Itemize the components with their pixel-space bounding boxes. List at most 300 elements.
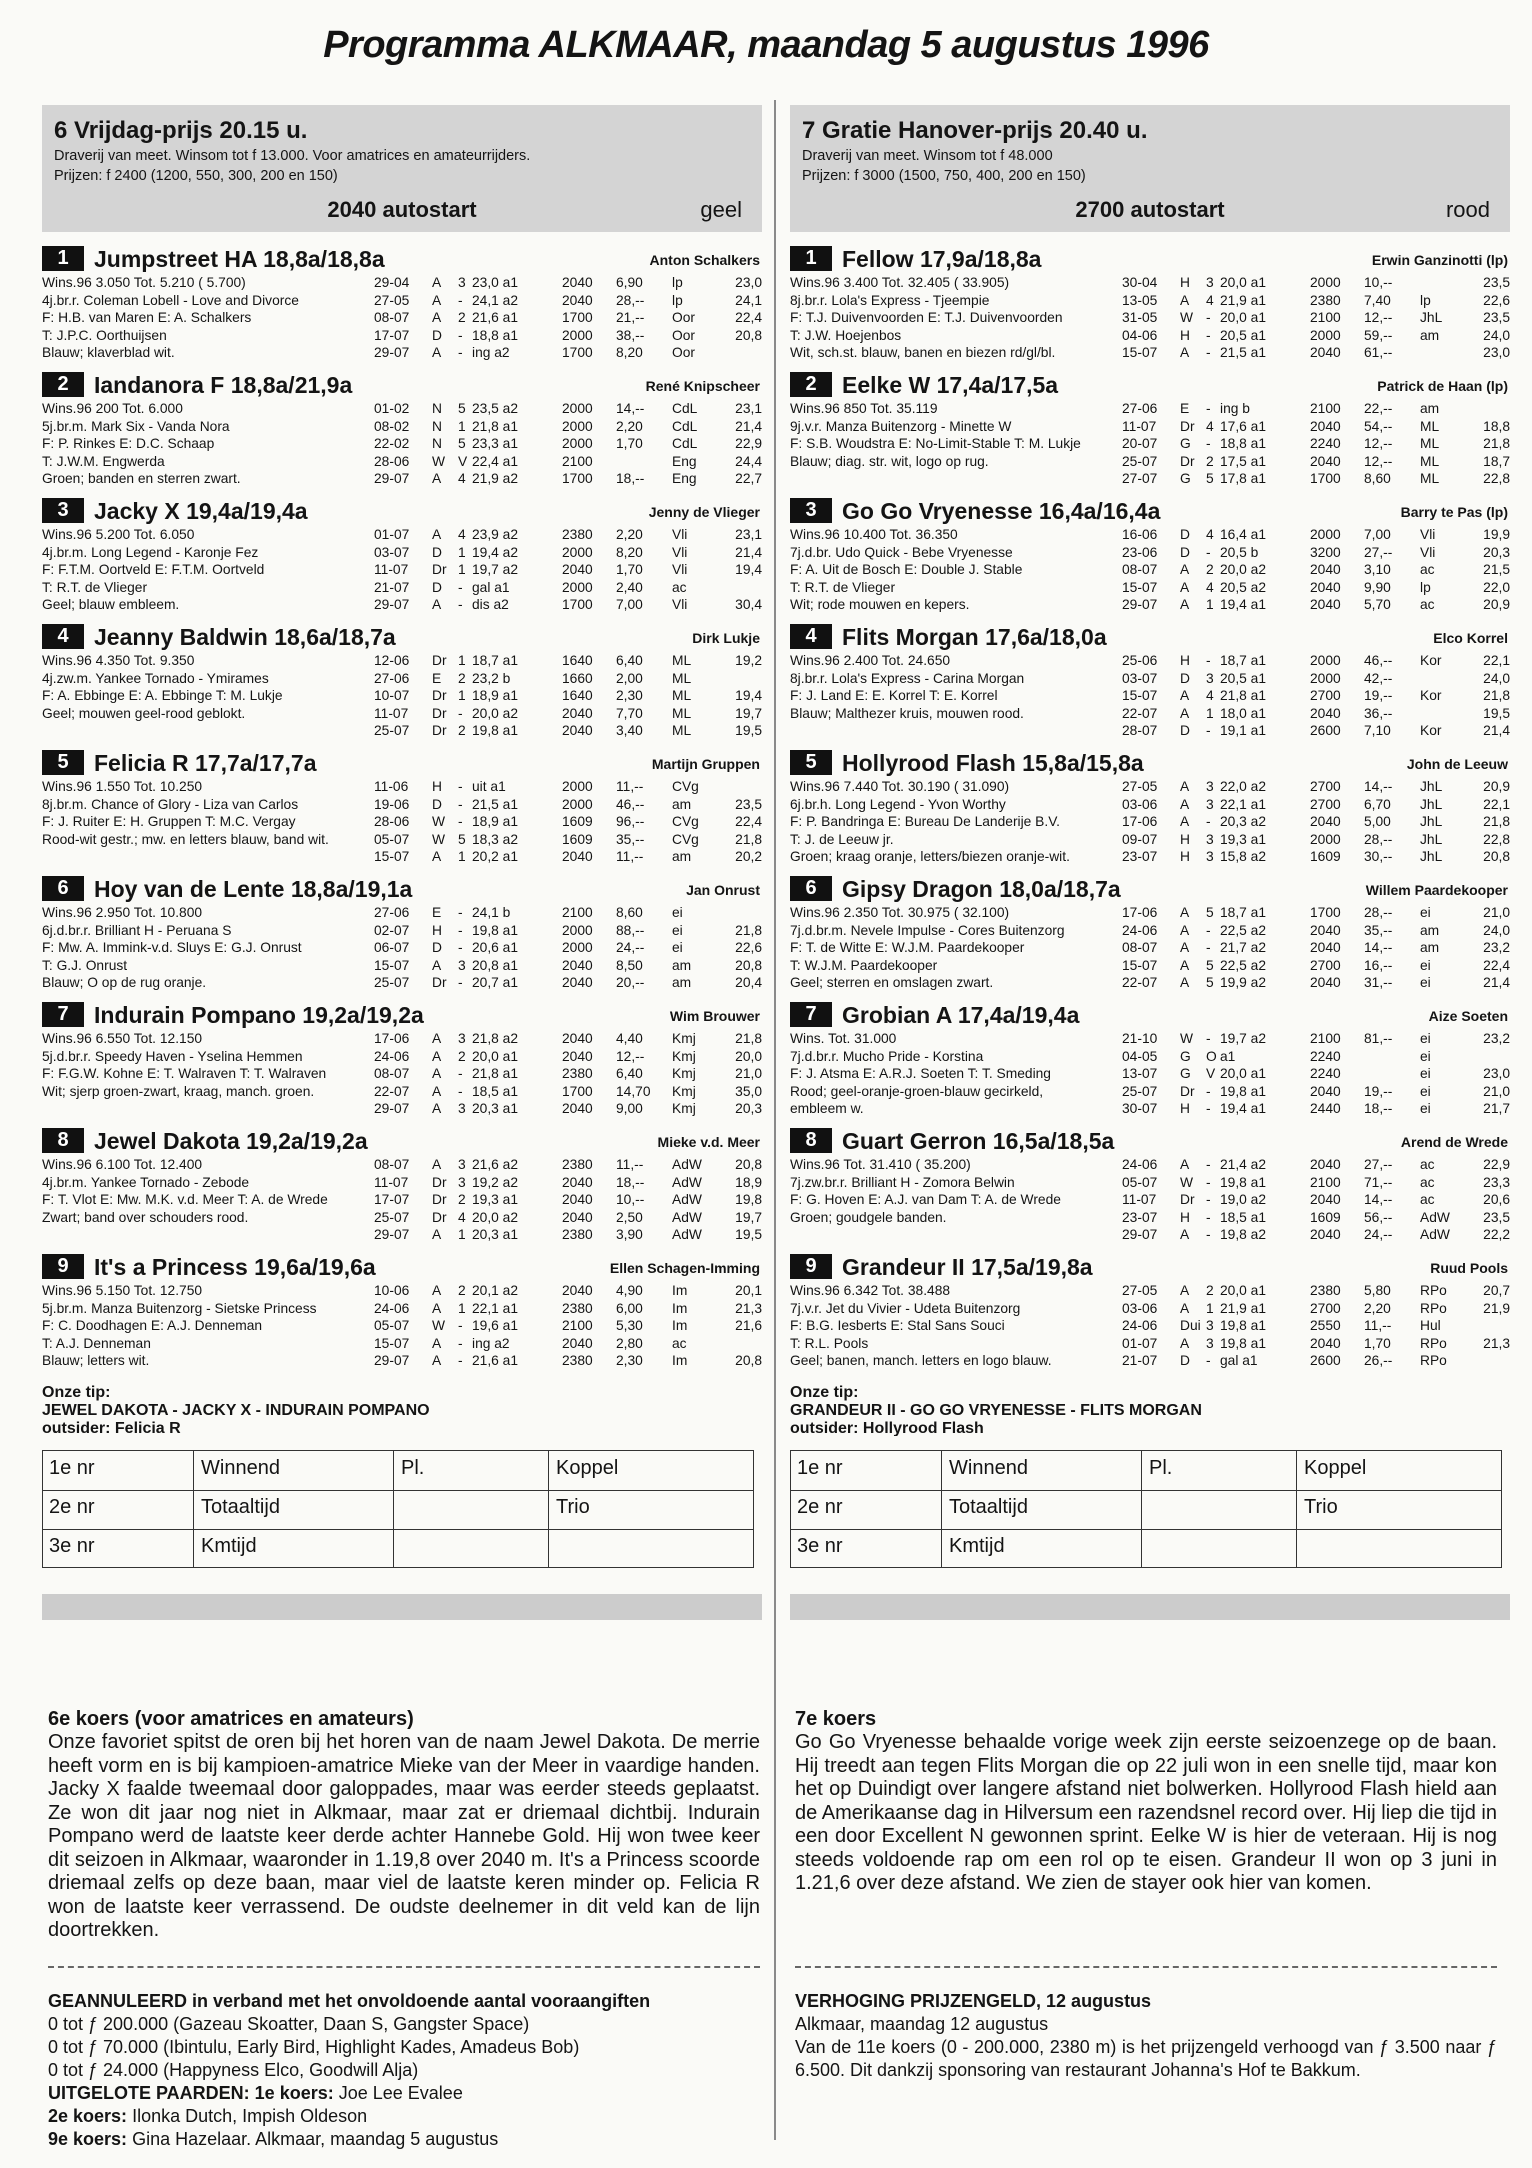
info-line: F: H.B. van Maren E: A. Schalkers [42, 310, 252, 325]
result-cell: 27,-- [1364, 1157, 1393, 1172]
horse-entry [42, 876, 762, 1002]
result-cell: 1700 [562, 1083, 593, 1099]
result-cell: 21,7 [1483, 1101, 1510, 1116]
raise-line: Alkmaar, maandag 12 augustus [795, 2014, 1049, 2034]
info-line: Wins.96 200 Tot. 6.000 [42, 401, 183, 416]
result-cell: 2,20 [616, 418, 643, 434]
result-cell: Vli [1420, 544, 1436, 560]
result-cell: 24-06 [374, 1048, 410, 1064]
info-line: Wins.96 5.150 Tot. 12.750 [42, 1283, 203, 1298]
result-cell: 7,00 [616, 597, 643, 612]
result-cell: 21,8 [1483, 436, 1510, 451]
result-cell: 19,-- [1364, 688, 1393, 703]
result-cell: 2 [458, 723, 466, 738]
result-cell: 1700 [1310, 905, 1341, 920]
drawn-horses: 9e koers: Gina Hazelaar. Alkmaar, maandag 5 augustus [48, 2129, 499, 2149]
result-cell: 20,5 a1 [1220, 327, 1267, 343]
result-row [374, 453, 762, 471]
result-cell: 23,5 [1483, 275, 1510, 290]
results-table [374, 1282, 762, 1370]
horse-list [42, 246, 762, 1380]
result-cell: 1700 [562, 310, 593, 325]
result-cell: D [432, 940, 442, 955]
result-cell: W [432, 831, 446, 847]
result-cell: 2040 [562, 1048, 593, 1064]
result-cell: 1609 [1310, 1209, 1341, 1225]
result-cell: A [1180, 922, 1190, 938]
result-cell: 30,-- [1364, 849, 1393, 864]
result-cell: 20,0 a1 [472, 1048, 519, 1064]
result-row [1122, 1300, 1510, 1318]
result-cell: 20,2 a1 [472, 849, 519, 864]
result-cell: 2000 [562, 327, 593, 343]
result-cell: 28,-- [1364, 905, 1393, 920]
form-label: 2e nr [49, 1496, 95, 1518]
result-cell: 29-07 [1122, 1227, 1158, 1242]
result-row [1122, 1083, 1510, 1101]
result-cell: 20,8 a1 [472, 957, 519, 973]
result-cell: 19,4 [735, 688, 762, 703]
info-line: Wins.96 1.550 Tot. 10.250 [42, 779, 203, 794]
start-number: 9 [42, 1254, 84, 1279]
result-row [374, 1100, 762, 1118]
result-cell: 23,5 a2 [472, 401, 519, 416]
result-cell: 3 [1206, 1335, 1214, 1351]
result-cell: - [458, 1083, 463, 1099]
result-cell: ML [672, 723, 692, 738]
result-cell: 81,-- [1364, 1031, 1393, 1046]
result-cell: 08-07 [374, 310, 410, 325]
result-row [374, 1335, 762, 1353]
horse-name: Iandanora F 18,8a/21,9a [94, 372, 353, 398]
result-cell: 22,5 a2 [1220, 922, 1267, 938]
result-cell: 22-07 [1122, 705, 1158, 721]
result-cell: 12-06 [374, 653, 410, 668]
horse-name: Felicia R 17,7a/17,7a [94, 750, 317, 776]
horse-info [42, 400, 374, 488]
result-cell: 21,7 a2 [1220, 940, 1267, 955]
horse-info [42, 274, 374, 362]
result-cell: 2 [458, 310, 466, 325]
result-cell: 5 [1206, 975, 1214, 990]
info-line: Groen; goudgele banden. [790, 1209, 947, 1225]
result-cell: Vli [672, 544, 688, 560]
result-cell: - [1206, 723, 1211, 738]
result-cell: 2000 [562, 922, 593, 938]
result-cell: 23,2 [1483, 1031, 1510, 1046]
result-cell: 19,4 a2 [472, 544, 519, 560]
result-cell: D [432, 796, 442, 812]
result-cell: 28,-- [1364, 831, 1393, 847]
result-cell: 23,3 [1483, 1174, 1510, 1190]
result-cell: Im [672, 1283, 688, 1298]
result-row [374, 796, 762, 814]
results-table [374, 1030, 762, 1118]
driver-name: Mieke v.d. Meer [657, 1134, 760, 1150]
result-row [1122, 544, 1510, 562]
info-line: F: F.T.M. Oortveld E: F.T.M. Oortveld [42, 562, 265, 577]
result-cell: ac [1420, 1192, 1435, 1207]
result-cell: Kmj [672, 1101, 696, 1116]
result-cell: 2 [1206, 453, 1214, 469]
info-line: F: T.J. Duivenvoorden E: T.J. Duivenvoorden [790, 310, 1063, 325]
result-cell: 2000 [562, 579, 593, 595]
horse-info [790, 1156, 1122, 1244]
result-cell: 21,8 a1 [472, 418, 519, 434]
result-cell: 71,-- [1364, 1174, 1393, 1190]
result-cell: 3 [458, 1101, 466, 1116]
result-cell: G [1180, 1066, 1191, 1081]
info-line: Blauw; Malthezer kruis, mouwen rood. [790, 705, 1024, 721]
start-number: 4 [42, 624, 84, 649]
result-cell: 36,-- [1364, 705, 1393, 721]
result-cell: 19,5 [1483, 705, 1510, 721]
result-cell: 18,7 a1 [472, 653, 519, 668]
result-cell: Vli [1420, 527, 1436, 542]
result-cell: 56,-- [1364, 1209, 1393, 1225]
form-label: Winnend [949, 1457, 1028, 1479]
result-cell: 05-07 [374, 1318, 410, 1333]
result-cell: 21,0 [1483, 1083, 1510, 1099]
info-line: Rood-wit gestr.; mw. en letters blauw, band wit. [42, 831, 329, 847]
result-cell: A [1180, 1300, 1190, 1316]
result-cell: 11,-- [616, 849, 644, 864]
result-cell: 1,70 [1364, 1335, 1391, 1351]
result-cell: AdW [672, 1227, 702, 1242]
result-cell: 4 [1206, 418, 1214, 434]
result-cell: D [1180, 527, 1190, 542]
result-row [1122, 904, 1510, 922]
result-cell: 5,00 [1364, 814, 1391, 829]
result-cell: 1 [458, 562, 466, 577]
result-cell: 27-05 [374, 292, 410, 308]
result-cell: 19,4 a1 [1220, 597, 1267, 612]
result-cell: 18,-- [616, 1174, 645, 1190]
driver-name: Jenny de Vlieger [648, 504, 760, 520]
result-cell: 24,0 [1483, 327, 1510, 343]
result-cell: Kmj [672, 1048, 696, 1064]
driver-name: Anton Schalkers [649, 252, 760, 268]
result-cell: - [458, 779, 463, 794]
result-cell: 21,6 [735, 1318, 762, 1333]
result-row [374, 400, 762, 418]
result-cell: ei [1420, 905, 1431, 920]
info-line: F: J. Ruiter E: H. Gruppen T: M.C. Vergay [42, 814, 296, 829]
result-cell: ei [1420, 1048, 1431, 1064]
result-cell: 2240 [1310, 436, 1341, 451]
race-distance: 2040 autostart [327, 197, 477, 222]
result-cell: D [1180, 670, 1190, 686]
result-cell: 20,9 [1483, 597, 1510, 612]
result-cell: 1609 [562, 831, 593, 847]
result-row [1122, 974, 1510, 992]
result-cell: 21,8 [735, 922, 762, 938]
result-cell: 11-07 [374, 562, 409, 577]
result-row [1122, 274, 1510, 292]
result-cell: 20,0 a1 [1220, 1283, 1267, 1298]
start-number: 5 [790, 750, 832, 775]
result-cell: 2040 [1310, 453, 1341, 469]
results-table [374, 400, 762, 488]
result-cell: 6,00 [616, 1300, 643, 1316]
result-cell: 24,-- [616, 940, 645, 955]
info-line: F: F.G.W. Kohne E: T. Walraven T: T. Walraven [42, 1066, 327, 1081]
result-cell: 15,8 a2 [1220, 849, 1267, 864]
result-cell [722, 670, 762, 688]
result-cell: 22-07 [1122, 975, 1158, 990]
result-cell: 31-05 [1122, 310, 1158, 325]
result-cell: 19,2 a2 [472, 1174, 519, 1190]
result-cell: 20,0 a1 [1220, 310, 1267, 325]
result-cell: 19,8 a1 [1220, 1318, 1267, 1333]
result-cell: 21-10 [1122, 1031, 1158, 1046]
result-cell: - [458, 579, 463, 595]
result-cell: 2 [1206, 562, 1214, 577]
result-row [374, 579, 762, 597]
result-cell: 1660 [562, 670, 593, 686]
start-number: 3 [790, 498, 832, 523]
result-cell: 3,10 [1364, 562, 1391, 577]
result-cell: - [1206, 1353, 1211, 1368]
result-cell: 22,8 [1483, 831, 1510, 847]
info-line: Groen; banden en sterren zwart. [42, 471, 241, 486]
result-cell: - [458, 1353, 463, 1368]
result-cell: 18,8 a1 [1220, 436, 1267, 451]
result-cell: 2040 [562, 1174, 593, 1190]
result-cell: ML [1420, 453, 1440, 469]
result-cell: 5 [1206, 957, 1214, 973]
result-cell [722, 579, 762, 597]
result-cell: 21,0 [735, 1066, 762, 1081]
info-line: F: G. Hoven E: A.J. van Dam T: A. de Wrede [790, 1192, 1061, 1207]
result-row [374, 778, 762, 796]
result-row [374, 309, 762, 327]
result-cell: 15-07 [374, 1335, 410, 1351]
result-cell: A [1180, 579, 1190, 595]
result-cell: - [458, 597, 463, 612]
horse-info [790, 526, 1122, 614]
result-cell: A [432, 471, 442, 486]
result-cell: Eng [672, 453, 697, 469]
result-cell: CVg [672, 831, 699, 847]
result-cell: 18,7 [1483, 453, 1510, 469]
result-cell: 2040 [1310, 597, 1341, 612]
result-cell [1420, 705, 1470, 723]
result-cell: 02-07 [374, 922, 410, 938]
betting-form [790, 1450, 1502, 1568]
result-cell: D [1180, 544, 1190, 560]
info-line: T: R.L. Pools [790, 1335, 869, 1351]
result-row [1122, 1317, 1510, 1335]
result-cell: 22,4 [735, 310, 762, 325]
tip-picks: GRANDEUR II - GO GO VRYENESSE - FLITS MORGAN [790, 1402, 1202, 1419]
result-cell: 1700 [562, 597, 593, 612]
info-line: F: T. Vlot E: Mw. M.K. v.d. Meer T: A. de Wrede [42, 1192, 328, 1207]
result-cell: 11-07 [1122, 1192, 1157, 1207]
result-cell: 20,6 [1483, 1192, 1510, 1207]
horse-name: Hoy van de Lente 18,8a/19,1a [94, 876, 413, 902]
result-cell: N [432, 436, 442, 451]
form-label: Totaaltijd [949, 1496, 1028, 1518]
result-cell: 01-02 [374, 401, 410, 416]
result-row [374, 1048, 762, 1066]
result-cell: Vli [672, 527, 688, 542]
result-cell: 2040 [562, 275, 593, 290]
result-cell: JhL [1420, 849, 1443, 864]
result-cell: 21,8 a2 [472, 1031, 519, 1046]
result-cell: A [432, 1031, 442, 1046]
result-cell: 20,0 a1 [1220, 275, 1267, 290]
result-cell: 18,9 a1 [472, 814, 519, 829]
result-cell: A [1180, 705, 1190, 721]
result-cell: AdW [672, 1174, 702, 1190]
result-cell: 5,80 [1364, 1283, 1391, 1298]
result-cell: 27-05 [1122, 779, 1158, 794]
result-cell: 20,8 [735, 1353, 762, 1368]
result-cell: 19,1 a1 [1220, 723, 1267, 738]
result-row [1122, 848, 1510, 866]
result-cell: 2040 [562, 849, 593, 864]
start-number: 1 [790, 246, 832, 271]
result-cell: 08-07 [1122, 562, 1158, 577]
result-cell: A [432, 275, 442, 290]
horse-entry [42, 1002, 762, 1128]
result-cell: D [432, 544, 442, 560]
result-cell: 2040 [562, 1209, 593, 1225]
result-cell: 2240 [1310, 1066, 1341, 1081]
result-cell: 7,10 [1364, 723, 1391, 738]
result-row [374, 1300, 762, 1318]
result-cell: 1 [458, 544, 466, 560]
result-cell [722, 904, 762, 922]
result-cell: Dr [432, 1209, 447, 1225]
result-cell: am [1420, 401, 1440, 416]
horse-info [42, 778, 374, 866]
result-cell: 21,9 a1 [1220, 1300, 1267, 1316]
result-cell: Oor [672, 327, 695, 343]
result-cell: 20,8 [735, 1157, 762, 1172]
result-cell: 2100 [562, 1318, 593, 1333]
result-cell: 20,3 a1 [472, 1227, 519, 1242]
result-cell: Dr [1180, 418, 1195, 434]
result-cell: 14,-- [1364, 940, 1393, 955]
raise-text: Van de 11e koers (0 - 200.000, 2380 m) is het prijzengeld verhoogd van ƒ 3.500 naar ƒ 6.500. Dit dankzij sponsoring van restaurant Johanna's Hof te Bakkum. [795, 2037, 1497, 2080]
info-line: Geel; banen, manch. letters en logo blauw. [790, 1353, 1052, 1368]
result-cell: - [458, 905, 463, 920]
result-row [1122, 327, 1510, 345]
horse-entry [42, 1128, 762, 1254]
result-cell: 19,2 [735, 653, 762, 668]
result-cell: A [432, 1227, 442, 1242]
result-cell: 15-07 [374, 957, 410, 973]
result-cell: 1 [458, 849, 466, 864]
result-cell: A [432, 310, 442, 325]
result-row [374, 1209, 762, 1227]
result-cell: 2700 [1310, 796, 1341, 812]
result-cell: Dui [1180, 1318, 1201, 1333]
cancel-line: 0 tot ƒ 200.000 (Gazeau Skoatter, Daan S, Gangster Space) [48, 2014, 530, 2034]
result-cell: 8,60 [1364, 471, 1391, 486]
result-cell: 24,1 [735, 292, 762, 308]
tip-label: Onze tip: [790, 1384, 859, 1401]
result-cell: - [458, 327, 463, 343]
info-line: Wins.96 10.400 Tot. 36.350 [790, 527, 958, 542]
result-cell: RPo [1420, 1335, 1447, 1351]
info-line: T: J.P.C. Oorthuijsen [42, 327, 167, 343]
result-cell [1364, 1065, 1420, 1083]
tip-label: Onze tip: [42, 1384, 111, 1401]
result-row [1122, 778, 1510, 796]
result-cell: 2 [1206, 1283, 1214, 1298]
result-cell: 17,6 a1 [1220, 418, 1267, 434]
result-cell: ac [1420, 1174, 1435, 1190]
result-cell: 19,8 a1 [1220, 1174, 1267, 1190]
start-number: 2 [42, 372, 84, 397]
result-row [1122, 813, 1510, 831]
result-cell: H [432, 922, 442, 938]
gray-bar [790, 1594, 1510, 1620]
horse-name: Guart Gerron 16,5a/18,5a [842, 1128, 1115, 1154]
driver-name: Ruud Pools [1430, 1260, 1508, 1276]
result-cell: Dr [432, 653, 447, 668]
result-row [1122, 1100, 1510, 1118]
result-cell: 19,7 [735, 1209, 762, 1225]
result-cell: lp [672, 275, 683, 290]
result-cell: A [432, 1066, 442, 1081]
result-cell: 16,4 a1 [1220, 527, 1267, 542]
result-cell: ML [1420, 471, 1440, 486]
result-row [374, 922, 762, 940]
result-cell: 5,30 [616, 1318, 643, 1333]
info-line: 6j.br.h. Long Legend - Yvon Worthy [790, 796, 1006, 812]
cancellation-notice [48, 1990, 760, 2151]
result-cell: 21,3 [1483, 1335, 1510, 1351]
result-cell: 3 [458, 1157, 466, 1172]
driver-name: John de Leeuw [1406, 756, 1508, 772]
result-cell: RPo [1420, 1300, 1447, 1316]
result-cell: 6,90 [616, 275, 643, 290]
result-cell: 2000 [562, 940, 593, 955]
result-cell: 24,0 [1483, 922, 1510, 938]
result-cell: Im [672, 1318, 688, 1333]
result-cell: 19,5 [735, 1227, 762, 1242]
info-line: Geel; sterren en omslagen zwart. [790, 975, 994, 990]
result-cell: A [1180, 905, 1190, 920]
result-cell: 29-07 [374, 471, 410, 486]
result-cell: AdW [672, 1157, 702, 1172]
result-cell: 17-06 [374, 1031, 410, 1046]
info-line: Wins.96 6.550 Tot. 12.150 [42, 1031, 203, 1046]
result-cell: - [1206, 544, 1211, 560]
result-cell: 29-07 [374, 345, 410, 360]
result-cell: 25-07 [374, 723, 410, 738]
result-cell: 11,-- [616, 779, 644, 794]
result-row [374, 848, 762, 866]
result-cell: 20,3 [735, 1101, 762, 1116]
result-cell: 4 [458, 1209, 466, 1225]
result-cell: 17-07 [374, 327, 410, 343]
info-line: 7j.d.br. Udo Quick - Bebe Vryenesse [790, 544, 1013, 560]
result-row [374, 670, 762, 688]
results-table [1122, 1030, 1510, 1118]
result-cell: 19,7 a2 [472, 562, 519, 577]
result-cell: A [432, 957, 442, 973]
result-cell: 13-05 [1122, 292, 1158, 308]
commentary-text: Go Go Vryenesse behaalde vorige week zijn eerste seizoenzege op de baan. Hij treedt aan tegen Flits Morgan die op 22 juli won in een snelle tijd, maar kon het op Duindigt over langere afstand niet bolwerken. Hollyrood Flash hield aan de Amerikaanse dag in Hilversum een razendsnel record over. Hij liep die tijd in een door Excellent N gewonnen sprint. Eelke W is hier de veteraan. Hij is nog steeds voldoende rap om een rol op te eisen. Grandeur II won op 3 juni in 1.21,6 over deze afstand. We zien de stayer ook hier van komen. [795, 1731, 1497, 1894]
result-row [374, 1083, 762, 1101]
result-cell: 54,-- [1364, 418, 1393, 434]
result-cell: 3 [458, 957, 466, 973]
